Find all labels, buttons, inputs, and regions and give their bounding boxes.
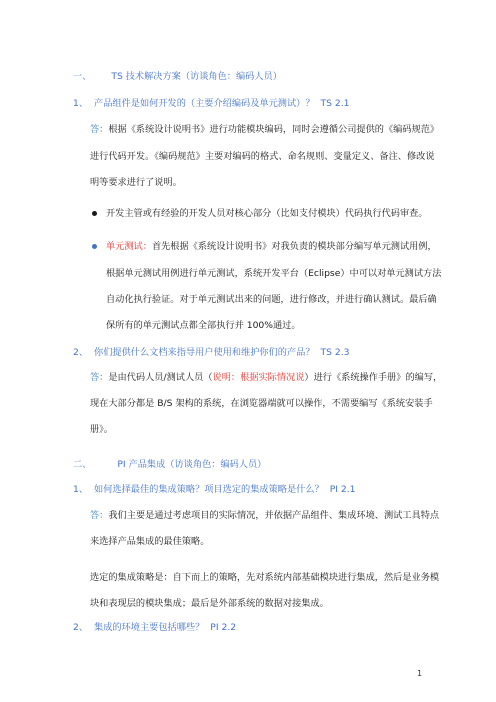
bullet-2-line-3: 自动化执行验证。对于单元测试出来的问题，进行修改，并进行确认测试。最后确: [106, 294, 437, 305]
paragraph-line-2: 块和表现层的模块集成；最后是外部系统的数据对接集成。: [90, 598, 329, 609]
question-4-text: 集成的环境主要包括哪些？: [94, 622, 205, 633]
question-4-number: 2、: [73, 622, 89, 633]
section-2-title: PI 产品集成（访谈角色：编码人员）: [117, 459, 267, 470]
answer-1-label: 答：: [90, 124, 109, 135]
question-4: [73, 622, 236, 634]
bullet-2-text-1: 首先根据《系统设计说明书》对我负责的模块部分编写单元测试用例，: [151, 241, 437, 252]
bullet-2-line-4: 保所有的单元测试点都全部执行并 100%通过。: [106, 320, 301, 331]
answer-2-line-2: 现在大部分都是 B/S 架构的系统，在浏览器端就可以操作，不需要编写《系统安装手: [90, 398, 433, 409]
question-1-code: TS 2.1: [320, 98, 350, 109]
answer-3-text-1: 我们主要是通过考虑项目的实际情况，并依据产品组件、集成环境、测试工具特点: [108, 510, 440, 521]
answer-2-line-1: [90, 372, 442, 384]
bullet-dot-black: [92, 211, 97, 216]
question-2-number: 2、: [73, 347, 89, 358]
bullet-dot-blue: [92, 244, 97, 249]
answer-2-pre: 是由代码人员/测试人员（: [108, 372, 213, 383]
question-1: [73, 98, 350, 110]
question-3-number: 1、: [73, 484, 89, 495]
bullet-2-line-1: [106, 241, 437, 253]
unit-test-label: 单元测试：: [106, 241, 152, 252]
section-1-heading: [73, 71, 282, 83]
answer-3-line-1: [90, 510, 439, 522]
answer-3-line-2: 来选择产品集成的最佳策略。: [90, 536, 210, 547]
bullet-2-line-2: 根据单元测试用例进行单元测试，系统开发平台（Eclipse）中可以对单元测试方法: [106, 268, 442, 279]
answer-2-post: ）进行《系统操作手册》的编写，: [304, 372, 443, 383]
answer-1-line-1: [90, 124, 439, 136]
answer-1-line-2: 进行代码开发。《编码规范》主要对编码的格式、命名规则、变量定义、备注、修改说: [90, 151, 435, 162]
question-3-code: PI 2.1: [329, 484, 356, 495]
question-1-number: 1、: [73, 98, 89, 109]
section-2-heading: [73, 459, 266, 471]
bullet-1-text: 开发主管或有经验的开发人员对核心部分（比如支付模块）代码执行代码审查。: [106, 208, 428, 219]
answer-2-line-3: 册》。: [90, 424, 113, 435]
answer-2-label: 答：: [90, 372, 109, 383]
paragraph-line-1: 选定的集成策略是：自下而上的策略，先对系统内部基础模块进行集成，然后是业务模: [90, 572, 440, 583]
page-number: 1: [417, 669, 423, 678]
answer-2-note: 说明：根据实际情况说: [212, 372, 305, 383]
answer-1-text-1: 根据《系统设计说明书》进行功能模块编码，同时会遵循公司提供的《编码规范》: [108, 124, 440, 135]
question-2: [73, 347, 350, 359]
question-2-text: 你们提供什么文档来指导用户使用和维护你们的产品？: [94, 347, 315, 358]
question-3: [73, 484, 356, 496]
answer-3-label: 答：: [90, 510, 109, 521]
question-2-code: TS 2.3: [320, 347, 350, 358]
section-1-title: TS 技术解决方案（访谈角色：编码人员）: [111, 71, 282, 82]
answer-1-line-3: 明等要求进行了说明。: [90, 177, 182, 188]
question-3-text: 如何选择最佳的集成策略？项目选定的集成策略是什么？: [94, 484, 324, 495]
section-1-number: 一、: [73, 71, 92, 82]
section-2-number: 二、: [73, 459, 92, 470]
question-1-text: 产品组件是如何开发的（主要介绍编码及单元测试）？: [94, 98, 315, 109]
question-4-code: PI 2.2: [210, 622, 237, 633]
